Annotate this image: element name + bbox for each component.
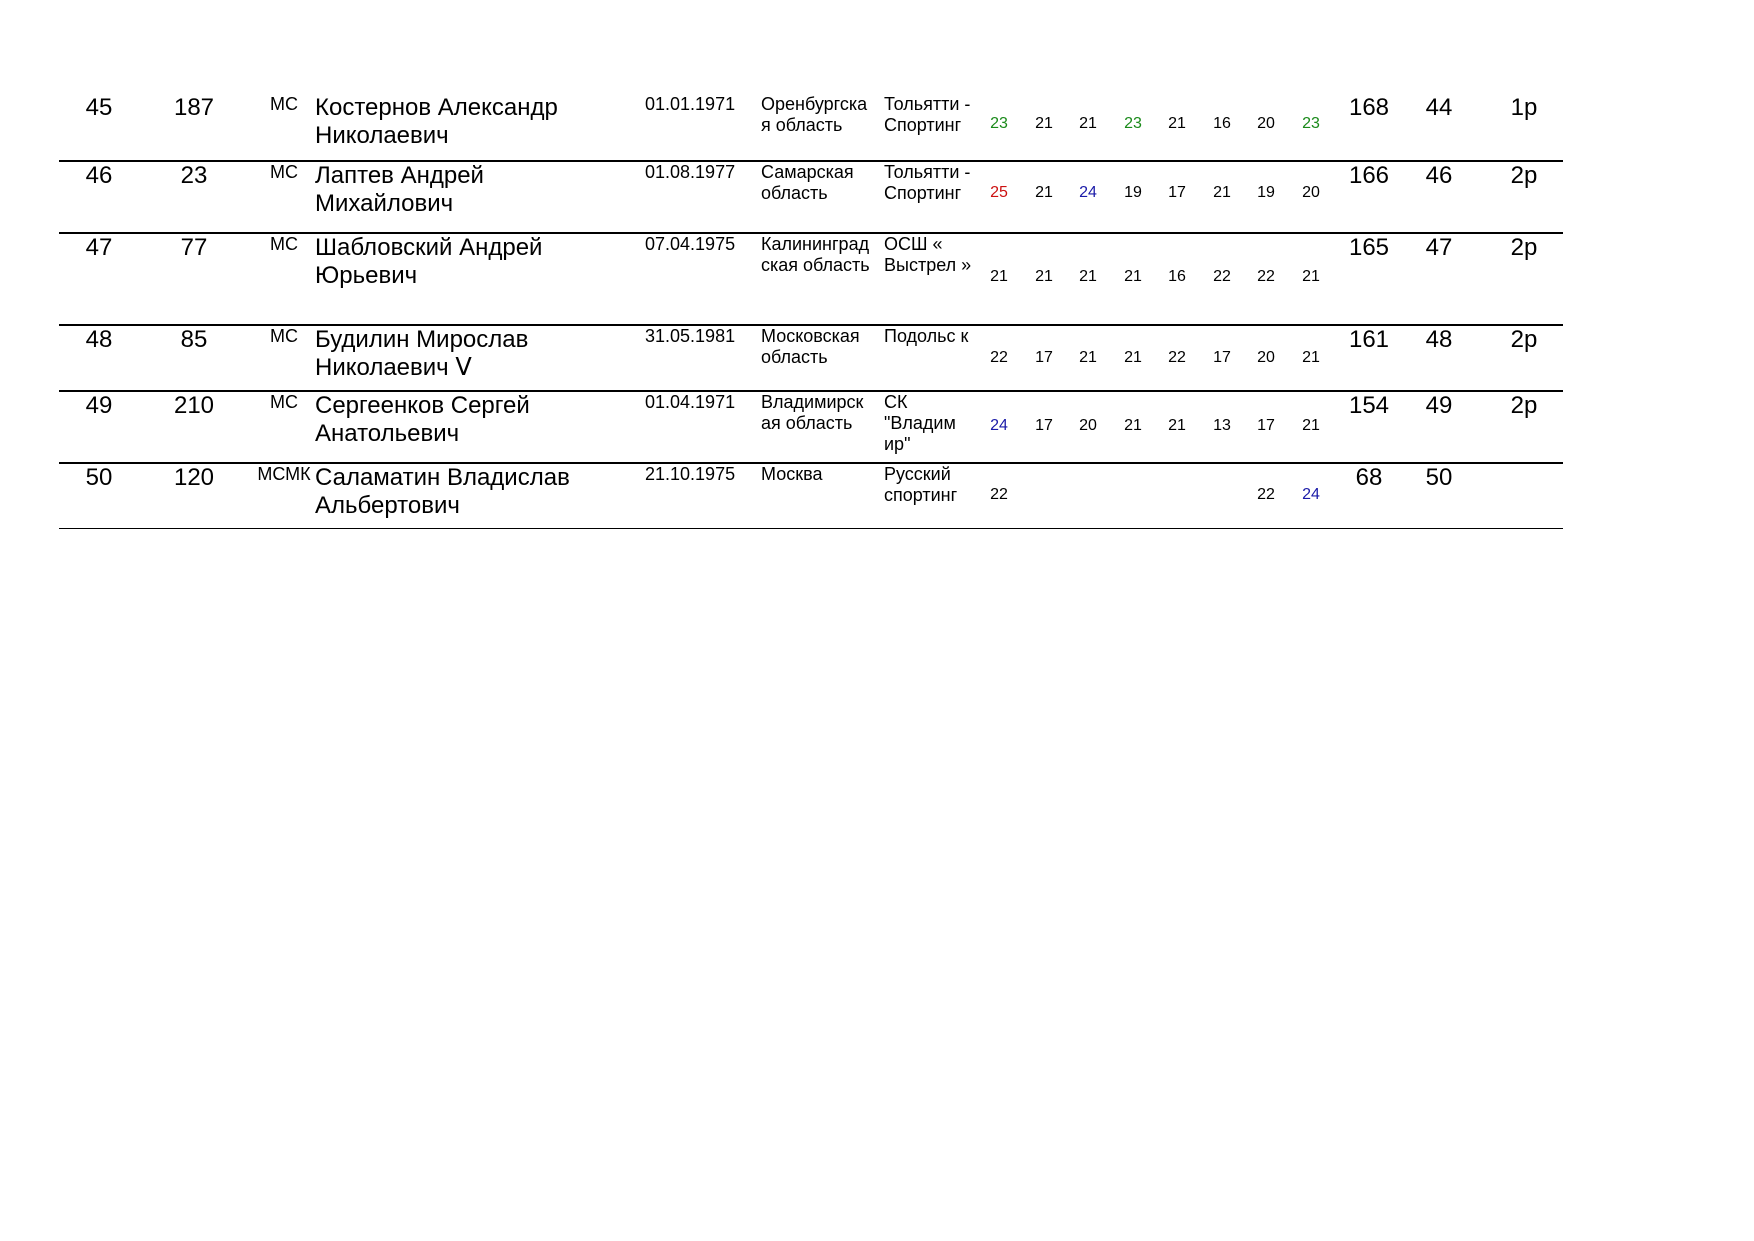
qualification-cell: 2р xyxy=(1510,326,1538,353)
birth-date-cell: 07.04.1975 xyxy=(645,234,736,254)
athlete-name-cell: Саламатин Владислав Альбертович xyxy=(315,464,570,519)
series-score: 21 xyxy=(990,268,1008,285)
series-score: 16 xyxy=(1213,115,1231,132)
athlete-name-cell: Лаптев Андрей Михайлович xyxy=(315,162,484,217)
region-cell: Московская область xyxy=(761,326,860,367)
birth-date-cell: 01.01.1971 xyxy=(645,94,736,114)
region-cell: Калининград ская область xyxy=(761,234,870,275)
position-cell: 47 xyxy=(1425,234,1453,261)
series-score: 24 xyxy=(1302,486,1320,503)
sport-rank-cell: МС xyxy=(270,234,298,254)
club-cell: СК "Владим ир" xyxy=(884,392,956,454)
total-score-cell: 154 xyxy=(1348,392,1390,419)
region-cell: Самарская область xyxy=(761,162,854,203)
series-score: 21 xyxy=(1079,115,1097,132)
position-cell: 48 xyxy=(1425,326,1453,353)
bib-number-cell: 23 xyxy=(180,162,208,189)
series-score: 17 xyxy=(1213,349,1231,366)
birth-date-cell: 31.05.1981 xyxy=(645,326,736,346)
total-score-cell: 166 xyxy=(1348,162,1390,189)
club-cell: ОСШ « Выстрел » xyxy=(884,234,972,275)
bib-number-cell: 210 xyxy=(173,392,215,419)
region-cell: Владимирск ая область xyxy=(761,392,864,433)
qualification-cell: 2р xyxy=(1510,234,1538,261)
athlete-name-cell: Сергеенков Сергей Анатольевич xyxy=(315,392,530,447)
series-score: 22 xyxy=(1257,486,1275,503)
bib-number-cell: 85 xyxy=(180,326,208,353)
series-score: 17 xyxy=(1168,184,1186,201)
birth-date-cell: 01.04.1971 xyxy=(645,392,736,412)
total-score-cell: 68 xyxy=(1355,464,1383,491)
series-score: 21 xyxy=(1168,417,1186,434)
place-cell: 49 xyxy=(85,392,113,419)
athlete-name-cell: Костернов Александр Николаевич xyxy=(315,94,558,149)
series-score: 20 xyxy=(1079,417,1097,434)
sport-rank-cell: МС xyxy=(270,392,298,412)
club-cell: Тольятти - Спортинг xyxy=(884,162,971,203)
sport-rank-cell: МС xyxy=(270,326,298,346)
series-score: 20 xyxy=(1257,349,1275,366)
series-score: 21 xyxy=(1035,115,1053,132)
series-score: 22 xyxy=(990,349,1008,366)
bib-number-cell: 77 xyxy=(180,234,208,261)
table-row xyxy=(59,392,1563,464)
position-cell: 50 xyxy=(1425,464,1453,491)
region-cell: Оренбургска я область xyxy=(761,94,868,135)
series-score: 17 xyxy=(1035,349,1053,366)
series-score: 21 xyxy=(1213,184,1231,201)
series-scores xyxy=(969,234,1369,324)
athlete-name-cell: Будилин Мирослав Николаевич ᐯ xyxy=(315,326,529,381)
qualification-cell: 1р xyxy=(1510,94,1538,121)
series-score: 20 xyxy=(1302,184,1320,201)
place-cell: 46 xyxy=(85,162,113,189)
series-score: 17 xyxy=(1257,417,1275,434)
bib-number-cell: 120 xyxy=(173,464,215,491)
total-score-cell: 165 xyxy=(1348,234,1390,261)
position-cell: 44 xyxy=(1425,94,1453,121)
position-cell: 49 xyxy=(1425,392,1453,419)
birth-date-cell: 21.10.1975 xyxy=(645,464,736,484)
total-score-cell: 168 xyxy=(1348,94,1390,121)
club-cell: Тольятти - Спортинг xyxy=(884,94,971,135)
place-cell: 45 xyxy=(85,94,113,121)
total-score-cell: 161 xyxy=(1348,326,1390,353)
series-score: 21 xyxy=(1302,349,1320,366)
region-cell: Москва xyxy=(761,464,823,484)
series-score: 19 xyxy=(1124,184,1142,201)
series-scores xyxy=(969,162,1369,232)
series-scores xyxy=(969,392,1369,462)
series-score: 24 xyxy=(1079,184,1097,201)
series-score: 22 xyxy=(990,486,1008,503)
athlete-name-cell: Шабловский Андрей Юрьевич xyxy=(315,234,543,289)
series-score: 22 xyxy=(1257,268,1275,285)
club-cell: Русский спортинг xyxy=(884,464,958,505)
series-scores xyxy=(969,326,1369,390)
series-score: 22 xyxy=(1213,268,1231,285)
series-score: 23 xyxy=(990,115,1008,132)
series-score: 20 xyxy=(1257,115,1275,132)
sport-rank-cell: МСМК xyxy=(257,464,311,484)
series-score: 23 xyxy=(1302,115,1320,132)
series-score: 17 xyxy=(1035,417,1053,434)
series-score: 21 xyxy=(1302,268,1320,285)
series-score: 21 xyxy=(1124,417,1142,434)
club-cell: Подольс к xyxy=(884,326,969,346)
place-cell: 47 xyxy=(85,234,113,261)
place-cell: 48 xyxy=(85,326,113,353)
results-table xyxy=(59,94,1563,529)
series-scores xyxy=(969,464,1369,528)
table-row xyxy=(59,326,1563,392)
series-score: 21 xyxy=(1124,268,1142,285)
table-row xyxy=(59,162,1563,234)
place-cell: 50 xyxy=(85,464,113,491)
table-row xyxy=(59,94,1563,162)
series-score: 23 xyxy=(1124,115,1142,132)
table-row xyxy=(59,464,1563,529)
series-score: 16 xyxy=(1168,268,1186,285)
sport-rank-cell: МС xyxy=(270,94,298,114)
qualification-cell: 2р xyxy=(1510,392,1538,419)
series-score: 24 xyxy=(990,417,1008,434)
series-score: 19 xyxy=(1257,184,1275,201)
qualification-cell: 2р xyxy=(1510,162,1538,189)
bib-number-cell: 187 xyxy=(173,94,215,121)
birth-date-cell: 01.08.1977 xyxy=(645,162,736,182)
series-score: 22 xyxy=(1168,349,1186,366)
series-score: 21 xyxy=(1124,349,1142,366)
table-row xyxy=(59,234,1563,326)
series-scores xyxy=(969,94,1369,160)
series-score: 21 xyxy=(1079,349,1097,366)
series-score: 25 xyxy=(990,184,1008,201)
series-score: 21 xyxy=(1079,268,1097,285)
series-score: 21 xyxy=(1035,268,1053,285)
series-score: 21 xyxy=(1035,184,1053,201)
series-score: 21 xyxy=(1302,417,1320,434)
series-score: 13 xyxy=(1213,417,1231,434)
sport-rank-cell: МС xyxy=(270,162,298,182)
series-score: 21 xyxy=(1168,115,1186,132)
position-cell: 46 xyxy=(1425,162,1453,189)
